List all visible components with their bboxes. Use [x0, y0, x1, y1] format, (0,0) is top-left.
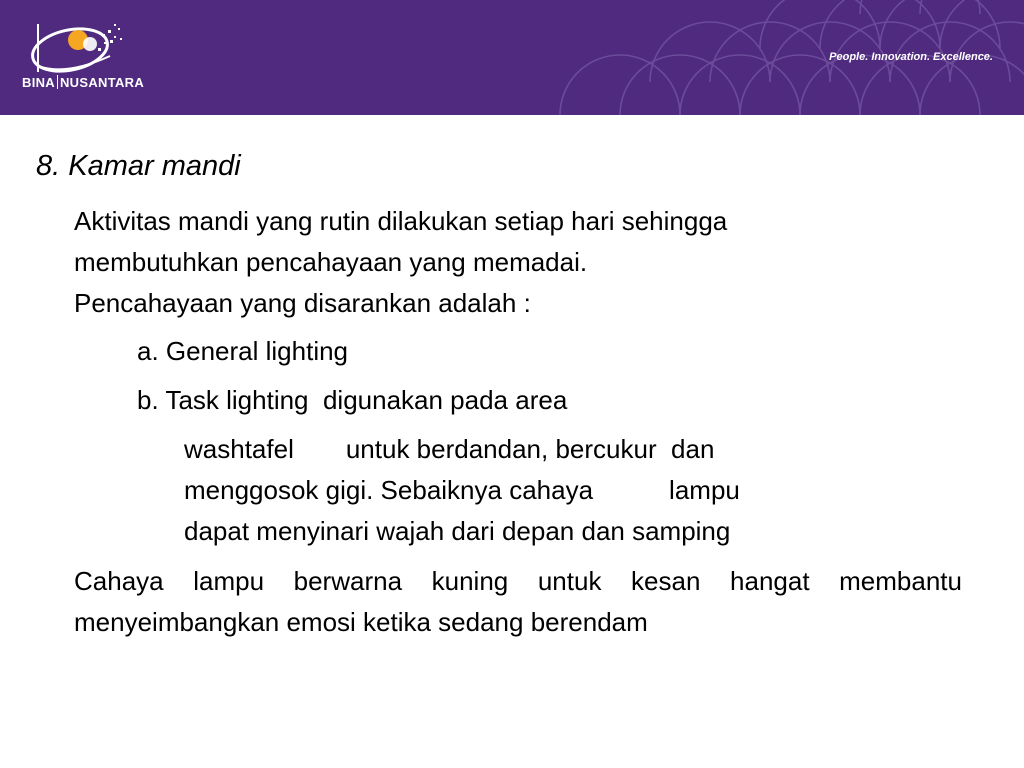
detail-line-1-part-2: untuk berdandan, bercukur dan — [345, 434, 715, 464]
list-item-b-detail — [184, 429, 944, 552]
intro-line-2: membutuhkan pencahayaan yang memadai. — [74, 247, 588, 277]
tagline: People. Innovation. Excellence. — [829, 51, 993, 63]
intro-paragraph — [74, 201, 974, 324]
detail-line-2-part-1: menggosok gigi. Sebaiknya cahaya — [184, 475, 594, 505]
list-item-b: b. Task lighting digunakan pada area — [137, 385, 568, 415]
closing-paragraph: Cahaya lampu berwarna kuning untuk kesan hangat membantu menyeimbangkan emosi ketika sedang berendam — [74, 566, 962, 637]
detail-line-2-part-2: lampu — [669, 475, 740, 505]
intro-line-3: Pencahayaan yang disarankan adalah : — [74, 288, 531, 318]
list-item-a: a. General lighting — [137, 336, 349, 366]
detail-line-1-part-1: washtafel — [184, 434, 294, 464]
detail-line-3: dapat menyinari wajah dari depan dan samping — [184, 516, 731, 546]
logo-text-right: NUSANTARA — [59, 75, 145, 90]
intro-line-1: Aktivitas mandi yang rutin dilakukan setiap hari sehingga — [74, 206, 728, 236]
logo-text-left: BINA — [22, 75, 55, 90]
slide-title: 8. Kamar mandi — [36, 150, 241, 182]
